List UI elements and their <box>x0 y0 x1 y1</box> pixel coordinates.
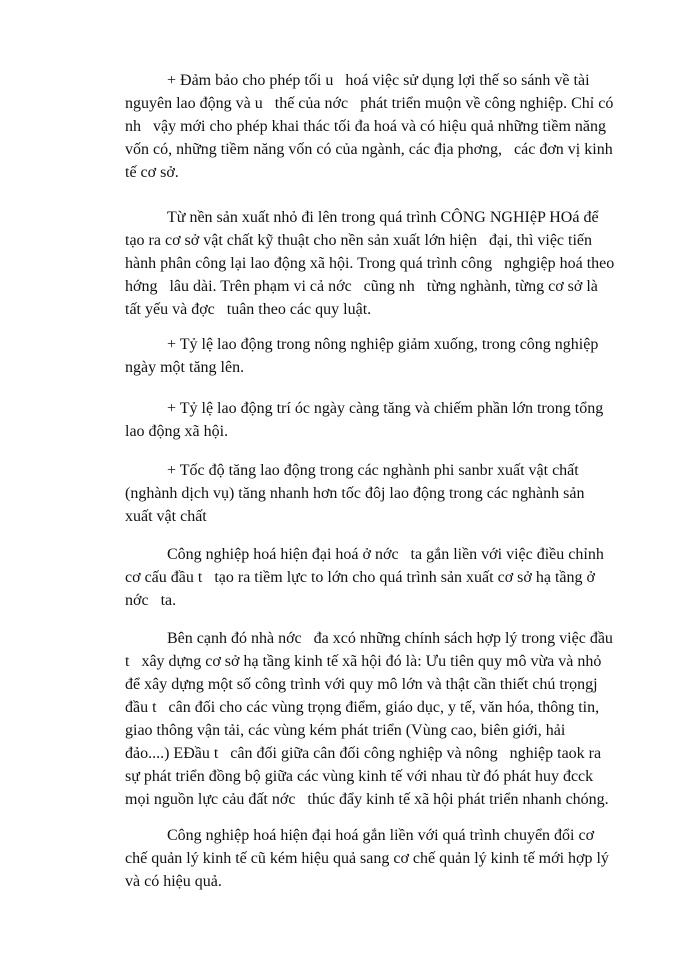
text-line: để xây dựng một số công trình với quy mô lớn và thật cần thiết chú trọngj <box>125 676 598 693</box>
text-line: + Tỷ lệ lao động trong nông nghiệp giảm xuống, trong công nghiệp <box>167 336 599 353</box>
text-line: Từ nền sản xuất nhỏ đi lên trong quá trình CÔNG NGHIệP HOá để <box>167 209 599 226</box>
text-line: Công nghiệp hoá hiện đại hoá ở nớc ta gắn liền với việc điều chỉnh <box>167 546 604 563</box>
text-line: hành phân công lại lao động xã hội. Trong quá trình công nghgiệp hoá theo <box>125 255 615 272</box>
text-line: Bên cạnh đó nhà nớc đa xcó những chính sách hợp lý trong việc đầu <box>167 630 613 647</box>
text-line: đảo....) EĐầu t cân đối giữa cân đối công nghiệp và nông nghiệp taok ra <box>125 745 602 762</box>
text-line: lao động xã hội. <box>125 423 229 440</box>
text-line: nh vậy mới cho phép khai thác tối đa hoá và có hiệu quả những tiềm năng <box>125 118 607 135</box>
text-line: nguyên lao động và u thế của nớc phát triển muộn về công nghiệp. Chỉ có <box>125 95 614 112</box>
text-line: Công nghiệp hoá hiện đại hoá gắn liền với quá trình chuyển đổi cơ <box>167 827 595 844</box>
paragraph-advantage <box>125 69 625 184</box>
text-line: và có hiệu quả. <box>125 873 222 890</box>
text-line: sự phát triển đồng bộ giữa các vùng kinh tế với nhau từ đó phát huy đcck <box>125 768 594 785</box>
text-line: đầu t cân đối cho các vùng trọng điểm, giáo dục, y tế, văn hóa, thông tin, <box>125 699 600 716</box>
paragraph-management-mechanism <box>125 824 625 893</box>
text-line: + Tỷ lệ lao động trí óc ngày càng tăng và chiếm phần lớn trong tổng <box>167 400 604 417</box>
text-line: ngày một tăng lên. <box>125 359 245 376</box>
text-line: t xây dựng cơ sở hạ tầng kinh tế xã hội đó là: Ưu tiên quy mô vừa và nhỏ <box>125 653 602 670</box>
text-line: tế cơ sở. <box>125 164 179 181</box>
text-line: cơ cấu đầu t tạo ra tiềm lực to lớn cho quá trình sản xuất cơ sở hạ tầng ở <box>125 569 595 586</box>
paragraph-service-growth <box>125 459 625 528</box>
paragraph-intellectual-labor <box>125 397 625 443</box>
text-line: tạo ra cơ sở vật chất kỹ thuật cho nền sản xuất lớn hiện đại, thì việc tiến <box>125 232 593 249</box>
text-line: giao thông vận tải, các vùng kém phát triển (Vùng cao, biên giới, hải <box>125 722 566 739</box>
paragraph-agriculture-ratio <box>125 333 625 379</box>
text-line: + Tốc độ tăng lao động trong các nghành phi sanbr xuất vật chất <box>167 462 579 479</box>
text-line: + Đảm bảo cho phép tối u hoá việc sử dụng lợi thế so sánh về tài <box>167 72 590 89</box>
text-line: vốn có, những tiềm năng vốn có của ngành, các địa phơng, các đơn vị kinh <box>125 141 613 158</box>
text-line: nớc ta. <box>125 592 177 609</box>
text-line: mọi nguồn lực cảu đất nớc thúc đẩy kinh tế xã hội phát triển nhanh chóng. <box>125 791 609 808</box>
paragraph-labor-division <box>125 206 625 321</box>
text-line: tất yếu và đợc tuân theo các quy luật. <box>125 301 372 318</box>
paragraph-investment-structure <box>125 543 625 612</box>
text-line: hớng lâu dài. Trên phạm vi cả nớc cũng nh từng nghành, từng cơ sở là <box>125 278 598 295</box>
text-line: chế quản lý kinh tế cũ kém hiệu quả sang cơ chế quản lý kinh tế mới hợp lý <box>125 850 609 867</box>
text-line: xuất vật chất <box>125 508 207 525</box>
paragraph-infrastructure-policy <box>125 627 625 811</box>
text-line: (nghành dịch vụ) tăng nhanh hơn tốc đôj lao động trong các nghành sản <box>125 485 585 502</box>
